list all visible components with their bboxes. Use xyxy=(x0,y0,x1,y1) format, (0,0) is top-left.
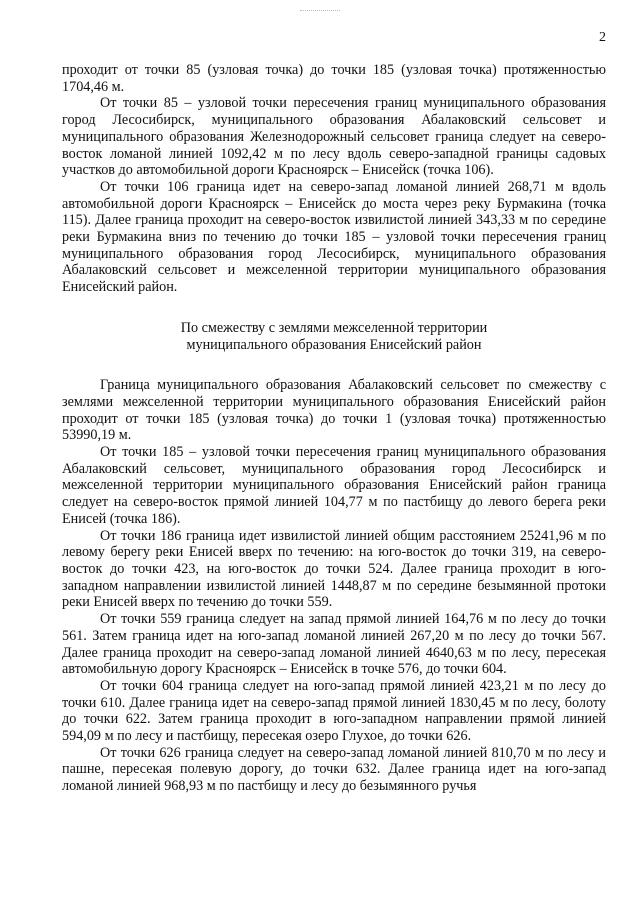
paragraph-point-559: От точки 559 граница следует на запад прямой линией 164,76 м по лесу до точки 561. Затем граница идет на юго-запад ломаной линией 267,20 м по лесу до точки 567. Далее граница проходит на северо-запад ломаной линией 4640,63 м по лесу, пересекая автомобильную дорогу Красноярск – Енисейск в точке 576, до точки 604. xyxy=(62,611,606,678)
paragraph-continuation: проходит от точки 85 (узловая точка) до точки 185 (узловая точка) протяженностью 1704,46 м. xyxy=(62,62,606,95)
paragraph-point-186: От точки 186 граница идет извилистой линией общим расстоянием 25241,96 м по левому берегу реки Енисей вверх по течению: на юго-восток до точки 319, на северо-восток до точки 423, на юго-восток до точки 524. Далее граница проходит в юго-западном направлении извилистой линией 1448,87 м по середине безымянной протоки реки Енисей вверх по течению до точки 559. xyxy=(62,527,606,611)
paragraph-point-106: От точки 106 граница идет на северо-запад ломаной линией 268,71 м вдоль автомобильной дороги Красноярск – Енисейск до моста через реку Бурмакина (точка 115). Далее граница проходит на северо-восток извилистой линией 343,33 м по середине реки Бурмакина вниз по течению до точки 185 – узловой точки пересечения границ муниципального образования город Лесосибирск, муниципального образования Абалаковский сельсовет и межселенной территории муниципального образования Енисейский район. xyxy=(62,178,606,296)
paragraph-point-626: От точки 626 граница следует на северо-запад ломаной линией 810,70 м по лесу и пашне, пересекая полевую дорогу, до точки 632. Далее граница идет на юго-запад ломаной линией 968,93 м по пастбищу и лесу до безымянного ручья xyxy=(62,744,606,795)
paragraph-boundary-intro: Граница муниципального образования Абалаковский сельсовет по смежеству с землями межселенной территории муниципального образования Енисейский район проходит от точки 185 (узловая точка) до точки 1 (узловая точка) протяженностью 53990,19 м. xyxy=(62,377,606,444)
paragraph-point-185: От точки 185 – узловой точки пересечения границ муниципального образования Абалаковский сельсовет, муниципального образования город Лесосибирск и межселенной территории муниципального образования Енисейский район граница следует на северо-восток прямой линией 104,77 м по пастбищу до левого берега реки Енисей (точка 186). xyxy=(62,444,606,527)
section-heading-line-1: По смежеству с землями межселенной территории xyxy=(180,319,488,336)
page-number: 2 xyxy=(599,30,606,45)
scan-artifact xyxy=(300,10,340,13)
paragraph-point-85: От точки 85 – узловой точки пересечения границ муниципального образования город Лесосибирск, муниципального образования Абалаковский сельсовет и муниципального образования Железнодорожный сельсовет граница следует на северо-восток ломаной линией 1092,42 м по лесу вдоль северо-западной границы садовых участков до автомобильной дороги Красноярск – Енисейск (точка 106). xyxy=(62,95,606,179)
section-heading xyxy=(62,320,606,353)
paragraph-point-604: От точки 604 граница следует на юго-запад прямой линией 423,21 м по лесу до точки 610. Далее граница идет на северо-запад прямой линией 1830,45 м по лесу, болоту до точки 622. Затем граница проходит в юго-западном направлении прямой линией 594,09 м по лесу и пастбищу, пересекая озеро Глухое, до точки 626. xyxy=(62,677,606,745)
section-heading-line-2: муниципального образования Енисейский район xyxy=(186,336,482,353)
document-body xyxy=(62,62,606,795)
